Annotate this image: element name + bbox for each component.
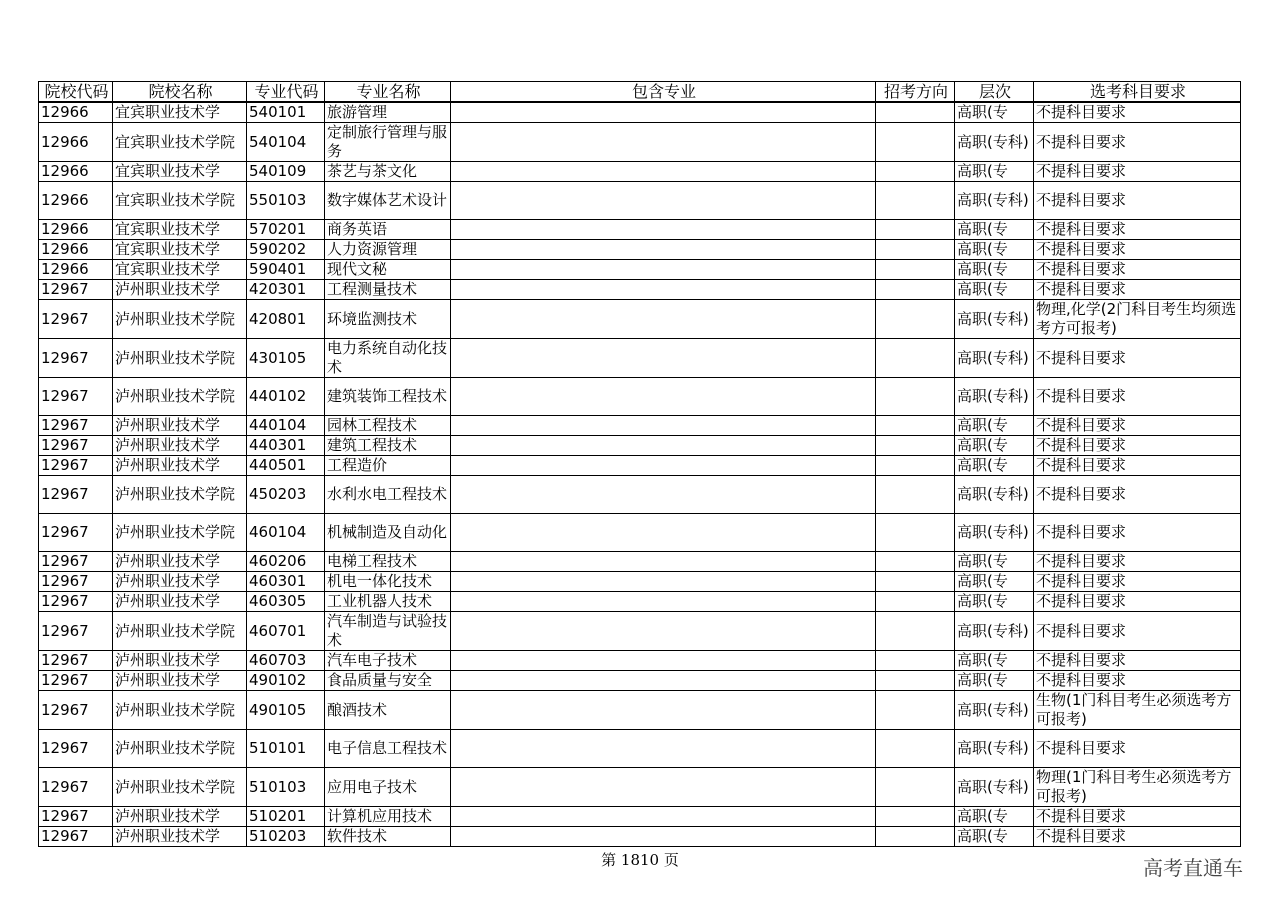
cell-subject-requirement: 不提科目要求 [1034,182,1241,220]
cell-direction [876,220,955,240]
cell-school-code: 12967 [39,691,113,730]
cell-school-code: 12967 [39,807,113,827]
table-row [39,827,1241,847]
cell-subject-requirement: 不提科目要求 [1034,671,1241,691]
cell-major-code: 540109 [247,162,325,182]
cell-included-majors [451,612,876,651]
cell-subject-requirement: 不提科目要求 [1034,240,1241,260]
cell-major-name: 酿酒技术 [325,691,451,730]
cell-school-code: 12967 [39,572,113,592]
cell-direction [876,436,955,456]
cell-school-name: 泸州职业技术学院 [113,612,247,651]
table-row [39,514,1241,552]
table-row [39,123,1241,162]
cell-school-code: 12967 [39,592,113,612]
cell-direction [876,827,955,847]
cell-included-majors [451,691,876,730]
table-row [39,280,1241,300]
cell-major-name: 软件技术 [325,827,451,847]
cell-included-majors [451,300,876,339]
cell-school-code: 12967 [39,339,113,378]
cell-major-name: 商务英语 [325,220,451,240]
cell-school-code: 12967 [39,768,113,807]
cell-major-name: 现代文秘 [325,260,451,280]
cell-major-code: 460301 [247,572,325,592]
cell-direction [876,123,955,162]
cell-subject-requirement: 不提科目要求 [1034,260,1241,280]
cell-level: 高职(专科) [955,768,1034,807]
cell-subject-requirement: 不提科目要求 [1034,612,1241,651]
cell-major-name: 汽车电子技术 [325,651,451,671]
cell-school-code: 12966 [39,220,113,240]
cell-subject-requirement: 不提科目要求 [1034,280,1241,300]
header-row [39,82,1241,103]
cell-major-code: 420301 [247,280,325,300]
cell-direction [876,182,955,220]
cell-major-code: 450203 [247,476,325,514]
table-row [39,300,1241,339]
cell-level: 高职(专科) [955,476,1034,514]
header-level: 层次 [955,82,1034,103]
cell-school-name: 泸州职业技术学院 [113,768,247,807]
table-row [39,436,1241,456]
cell-direction [876,592,955,612]
cell-direction [876,162,955,182]
table-row [39,456,1241,476]
table-row [39,768,1241,807]
cell-school-name: 宜宾职业技术学院 [113,182,247,220]
cell-school-code: 12967 [39,300,113,339]
cell-level: 高职(专科) [955,339,1034,378]
header-included-majors: 包含专业 [451,82,876,103]
cell-school-name: 泸州职业技术学 [113,456,247,476]
cell-school-name: 宜宾职业技术学 [113,162,247,182]
cell-level: 高职(专科) [955,300,1034,339]
table-row [39,339,1241,378]
cell-school-name: 宜宾职业技术学院 [113,123,247,162]
cell-included-majors [451,651,876,671]
table-row [39,691,1241,730]
cell-direction [876,456,955,476]
table-row [39,612,1241,651]
cell-direction [876,807,955,827]
cell-subject-requirement: 不提科目要求 [1034,592,1241,612]
cell-major-name: 电梯工程技术 [325,552,451,572]
table-row [39,592,1241,612]
cell-level: 高职(专 [955,671,1034,691]
cell-level: 高职(专科) [955,730,1034,768]
cell-major-code: 440301 [247,436,325,456]
header-major-name: 专业名称 [325,82,451,103]
table-row [39,162,1241,182]
cell-school-code: 12967 [39,552,113,572]
cell-school-code: 12967 [39,378,113,416]
cell-subject-requirement: 物理,化学(2门科目考生均须选考方可报考) [1034,300,1241,339]
cell-major-code: 460703 [247,651,325,671]
cell-major-name: 数字媒体艺术设计 [325,182,451,220]
cell-subject-requirement: 不提科目要求 [1034,730,1241,768]
cell-major-code: 550103 [247,182,325,220]
cell-major-code: 430105 [247,339,325,378]
watermark-text: 高考直通车 [1143,856,1243,880]
cell-major-code: 540104 [247,123,325,162]
table-row [39,102,1241,123]
cell-major-name: 园林工程技术 [325,416,451,436]
cell-included-majors [451,592,876,612]
cell-subject-requirement: 不提科目要求 [1034,514,1241,552]
cell-major-name: 计算机应用技术 [325,807,451,827]
cell-major-name: 水利水电工程技术 [325,476,451,514]
cell-subject-requirement: 不提科目要求 [1034,162,1241,182]
cell-school-code: 12967 [39,456,113,476]
table-row [39,730,1241,768]
cell-level: 高职(专 [955,280,1034,300]
table-row [39,240,1241,260]
cell-major-name: 建筑装饰工程技术 [325,378,451,416]
cell-school-code: 12966 [39,162,113,182]
cell-school-code: 12967 [39,476,113,514]
table-row [39,572,1241,592]
cell-subject-requirement: 生物(1门科目考生必须选考方可报考) [1034,691,1241,730]
cell-included-majors [451,514,876,552]
cell-school-code: 12967 [39,436,113,456]
cell-included-majors [451,572,876,592]
cell-school-name: 泸州职业技术学院 [113,339,247,378]
cell-school-code: 12967 [39,671,113,691]
cell-subject-requirement: 不提科目要求 [1034,220,1241,240]
cell-school-code: 12967 [39,612,113,651]
cell-school-name: 泸州职业技术学 [113,807,247,827]
cell-subject-requirement: 不提科目要求 [1034,436,1241,456]
cell-included-majors [451,807,876,827]
header-direction: 招考方向 [876,82,955,103]
cell-direction [876,612,955,651]
cell-direction [876,572,955,592]
cell-included-majors [451,378,876,416]
cell-direction [876,378,955,416]
cell-included-majors [451,162,876,182]
cell-school-name: 泸州职业技术学 [113,827,247,847]
header-subject-requirement: 选考科目要求 [1034,82,1241,103]
cell-school-code: 12967 [39,514,113,552]
cell-major-name: 定制旅行管理与服务 [325,123,451,162]
cell-school-name: 宜宾职业技术学 [113,240,247,260]
cell-subject-requirement: 不提科目要求 [1034,102,1241,123]
cell-level: 高职(专 [955,260,1034,280]
cell-subject-requirement: 不提科目要求 [1034,827,1241,847]
cell-major-code: 460104 [247,514,325,552]
table-row [39,476,1241,514]
cell-direction [876,552,955,572]
cell-direction [876,691,955,730]
cell-school-name: 泸州职业技术学 [113,436,247,456]
header-school-code: 院校代码 [39,82,113,103]
table-row [39,671,1241,691]
cell-subject-requirement: 不提科目要求 [1034,123,1241,162]
cell-major-name: 食品质量与安全 [325,671,451,691]
cell-level: 高职(专科) [955,612,1034,651]
cell-school-code: 12967 [39,280,113,300]
cell-major-name: 茶艺与茶文化 [325,162,451,182]
cell-school-code: 12967 [39,730,113,768]
cell-included-majors [451,730,876,768]
cell-included-majors [451,182,876,220]
cell-major-name: 工程造价 [325,456,451,476]
table-row [39,651,1241,671]
cell-school-code: 12966 [39,182,113,220]
cell-included-majors [451,552,876,572]
cell-school-code: 12967 [39,416,113,436]
page-number: 第 1810 页 [601,851,679,869]
cell-included-majors [451,671,876,691]
cell-school-code: 12967 [39,651,113,671]
table-row [39,182,1241,220]
cell-school-name: 泸州职业技术学院 [113,730,247,768]
cell-major-code: 490102 [247,671,325,691]
cell-level: 高职(专 [955,240,1034,260]
cell-direction [876,300,955,339]
cell-subject-requirement: 不提科目要求 [1034,339,1241,378]
cell-school-name: 泸州职业技术学 [113,671,247,691]
cell-major-code: 570201 [247,220,325,240]
cell-major-code: 510103 [247,768,325,807]
cell-major-code: 490105 [247,691,325,730]
cell-school-name: 泸州职业技术学 [113,592,247,612]
cell-subject-requirement: 不提科目要求 [1034,456,1241,476]
header-school-name: 院校名称 [113,82,247,103]
cell-direction [876,768,955,807]
cell-direction [876,671,955,691]
cell-included-majors [451,102,876,123]
cell-direction [876,476,955,514]
cell-level: 高职(专科) [955,691,1034,730]
cell-included-majors [451,416,876,436]
cell-direction [876,730,955,768]
cell-major-code: 540101 [247,102,325,123]
cell-school-name: 宜宾职业技术学 [113,102,247,123]
cell-direction [876,260,955,280]
cell-school-code: 12966 [39,102,113,123]
cell-school-code: 12966 [39,240,113,260]
cell-included-majors [451,123,876,162]
cell-major-name: 机电一体化技术 [325,572,451,592]
cell-level: 高职(专科) [955,123,1034,162]
cell-major-code: 510101 [247,730,325,768]
cell-level: 高职(专 [955,416,1034,436]
table-row [39,220,1241,240]
cell-school-name: 泸州职业技术学院 [113,300,247,339]
cell-included-majors [451,827,876,847]
table-row [39,552,1241,572]
table-row [39,416,1241,436]
cell-included-majors [451,436,876,456]
header-major-code: 专业代码 [247,82,325,103]
table-row [39,807,1241,827]
cell-level: 高职(专 [955,456,1034,476]
cell-major-name: 建筑工程技术 [325,436,451,456]
cell-direction [876,240,955,260]
cell-major-code: 510203 [247,827,325,847]
cell-major-code: 590202 [247,240,325,260]
cell-major-code: 460206 [247,552,325,572]
cell-subject-requirement: 不提科目要求 [1034,572,1241,592]
cell-school-name: 泸州职业技术学 [113,280,247,300]
cell-major-name: 电力系统自动化技术 [325,339,451,378]
cell-school-name: 宜宾职业技术学 [113,220,247,240]
cell-included-majors [451,260,876,280]
cell-school-code: 12966 [39,260,113,280]
cell-major-name: 人力资源管理 [325,240,451,260]
cell-level: 高职(专 [955,807,1034,827]
admission-table [38,81,1241,847]
cell-major-name: 应用电子技术 [325,768,451,807]
cell-major-name: 工业机器人技术 [325,592,451,612]
table-row [39,260,1241,280]
cell-level: 高职(专 [955,102,1034,123]
cell-major-code: 460701 [247,612,325,651]
cell-subject-requirement: 物理(1门科目考生必须选考方可报考) [1034,768,1241,807]
cell-level: 高职(专 [955,572,1034,592]
cell-subject-requirement: 不提科目要求 [1034,552,1241,572]
cell-subject-requirement: 不提科目要求 [1034,476,1241,514]
cell-major-code: 440501 [247,456,325,476]
cell-major-name: 电子信息工程技术 [325,730,451,768]
cell-major-name: 机械制造及自动化 [325,514,451,552]
cell-major-name: 旅游管理 [325,102,451,123]
cell-major-code: 440104 [247,416,325,436]
cell-major-code: 590401 [247,260,325,280]
cell-major-code: 440102 [247,378,325,416]
cell-school-code: 12966 [39,123,113,162]
cell-level: 高职(专 [955,220,1034,240]
cell-school-name: 泸州职业技术学院 [113,691,247,730]
cell-school-name: 泸州职业技术学 [113,416,247,436]
cell-direction [876,651,955,671]
cell-direction [876,280,955,300]
cell-major-name: 汽车制造与试验技术 [325,612,451,651]
cell-level: 高职(专 [955,827,1034,847]
cell-level: 高职(专科) [955,182,1034,220]
table-row [39,378,1241,416]
cell-direction [876,339,955,378]
cell-major-code: 420801 [247,300,325,339]
cell-major-code: 460305 [247,592,325,612]
cell-included-majors [451,339,876,378]
cell-school-name: 泸州职业技术学 [113,572,247,592]
table-body [39,102,1241,847]
cell-major-name: 环境监测技术 [325,300,451,339]
cell-subject-requirement: 不提科目要求 [1034,378,1241,416]
cell-level: 高职(专 [955,552,1034,572]
cell-level: 高职(专 [955,162,1034,182]
cell-subject-requirement: 不提科目要求 [1034,416,1241,436]
cell-school-name: 宜宾职业技术学 [113,260,247,280]
cell-included-majors [451,220,876,240]
cell-direction [876,102,955,123]
cell-subject-requirement: 不提科目要求 [1034,651,1241,671]
cell-direction [876,514,955,552]
cell-school-name: 泸州职业技术学 [113,552,247,572]
cell-included-majors [451,456,876,476]
cell-subject-requirement: 不提科目要求 [1034,807,1241,827]
cell-school-name: 泸州职业技术学院 [113,514,247,552]
cell-school-name: 泸州职业技术学 [113,651,247,671]
cell-school-name: 泸州职业技术学院 [113,378,247,416]
cell-included-majors [451,240,876,260]
cell-level: 高职(专 [955,436,1034,456]
cell-school-code: 12967 [39,827,113,847]
cell-included-majors [451,280,876,300]
cell-level: 高职(专 [955,592,1034,612]
cell-level: 高职(专科) [955,378,1034,416]
cell-school-name: 泸州职业技术学院 [113,476,247,514]
cell-direction [876,416,955,436]
cell-included-majors [451,768,876,807]
cell-level: 高职(专科) [955,514,1034,552]
cell-major-code: 510201 [247,807,325,827]
cell-level: 高职(专 [955,651,1034,671]
cell-major-name: 工程测量技术 [325,280,451,300]
cell-included-majors [451,476,876,514]
